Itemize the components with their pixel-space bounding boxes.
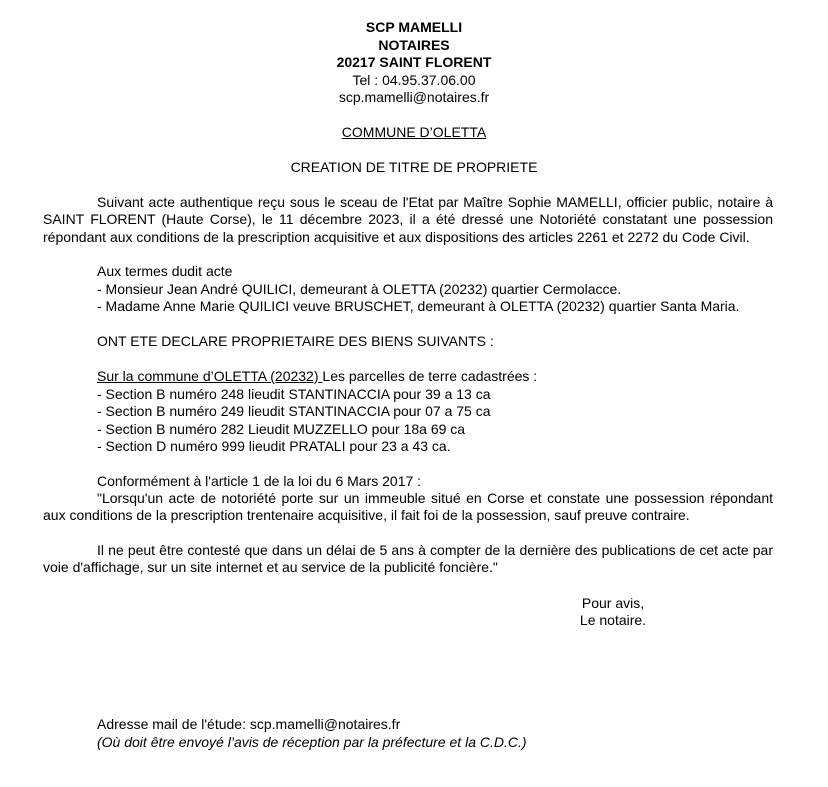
footer-address: Adresse mail de l'étude: scp.mamelli@notaires.fr (97, 716, 401, 732)
parcel-item: - Section D numéro 999 lieudit PRATALI pour 23 a 43 ca. (97, 438, 451, 454)
party-2: - Madame Anne Marie QUILICI veuve BRUSCHET, demeurant à OLETTA (20232) quartier Santa Maria. (97, 298, 740, 314)
document-heading: CREATION DE TITRE DE PROPRIETE (290, 159, 538, 175)
parcels-intro (97, 368, 537, 385)
firm-city: 20217 SAINT FLORENT (336, 54, 492, 70)
law-quote-2: Il ne peut être contesté que dans un délai de 5 ans à compter de la dernière des publications de cet acte par voie d'affichage, sur un site internet et au service de la publicité foncière." (43, 542, 773, 576)
firm-email: scp.mamelli@notaires.fr (338, 89, 490, 105)
firm-title: NOTAIRES (378, 37, 450, 53)
parcel-item: - Section B numéro 249 lieudit STANTINACCIA pour 07 a 75 ca (97, 403, 491, 419)
firm-name: SCP MAMELLI (365, 19, 463, 35)
parcels-intro-rest: Les parcelles de terre cadastrées : (322, 368, 538, 384)
intro-paragraph: Suivant acte authentique reçu sous le sceau de l'Etat par Maître Sophie MAMELLI, officier public, notaire à SAINT FLORENT (Haute Corse), le 11 décembre 2023, il a été dressé une Notoriété constatant une possession répondant aux conditions de la prescription acquisitive et aux dispositions des articles 2261 et 2272 du Code Civil. (43, 194, 773, 245)
signature-line-1: Pour avis, (581, 595, 645, 611)
footer-note: (Où doit être envoyé l’avis de réception par la préfecture et la C.D.C.) (97, 734, 527, 750)
parcel-item: - Section B numéro 282 Lieudit MUZZELLO pour 18a 69 ca (97, 421, 466, 437)
commune-title: COMMUNE D’OLETTA (341, 124, 487, 140)
parcels-commune: Sur la commune d’OLETTA (20232) (97, 368, 323, 384)
firm-phone: Tel : 04.95.37.06.00 (352, 72, 476, 88)
signature-line-2: Le notaire. (579, 612, 647, 628)
law-quote-1: "Lorsqu'un acte de notoriété porte sur un immeuble situé en Corse et constate une possession répondant aux conditions de la prescription trentenaire acquisitive, il fait foi de la possession, sauf preuve contraire. (43, 490, 773, 524)
declared-heading: ONT ETE DECLARE PROPRIETAIRE DES BIENS SUIVANTS : (97, 333, 494, 349)
parcel-item: - Section B numéro 248 lieudit STANTINACCIA pour 39 a 13 ca (97, 386, 491, 402)
law-reference: Conformément à l'article 1 de la loi du 6 Mars 2017 : (97, 473, 422, 489)
party-1: - Monsieur Jean André QUILICI, demeurant à OLETTA (20232) quartier Cermolacce. (97, 281, 622, 297)
aux-termes: Aux termes dudit acte (97, 263, 233, 279)
